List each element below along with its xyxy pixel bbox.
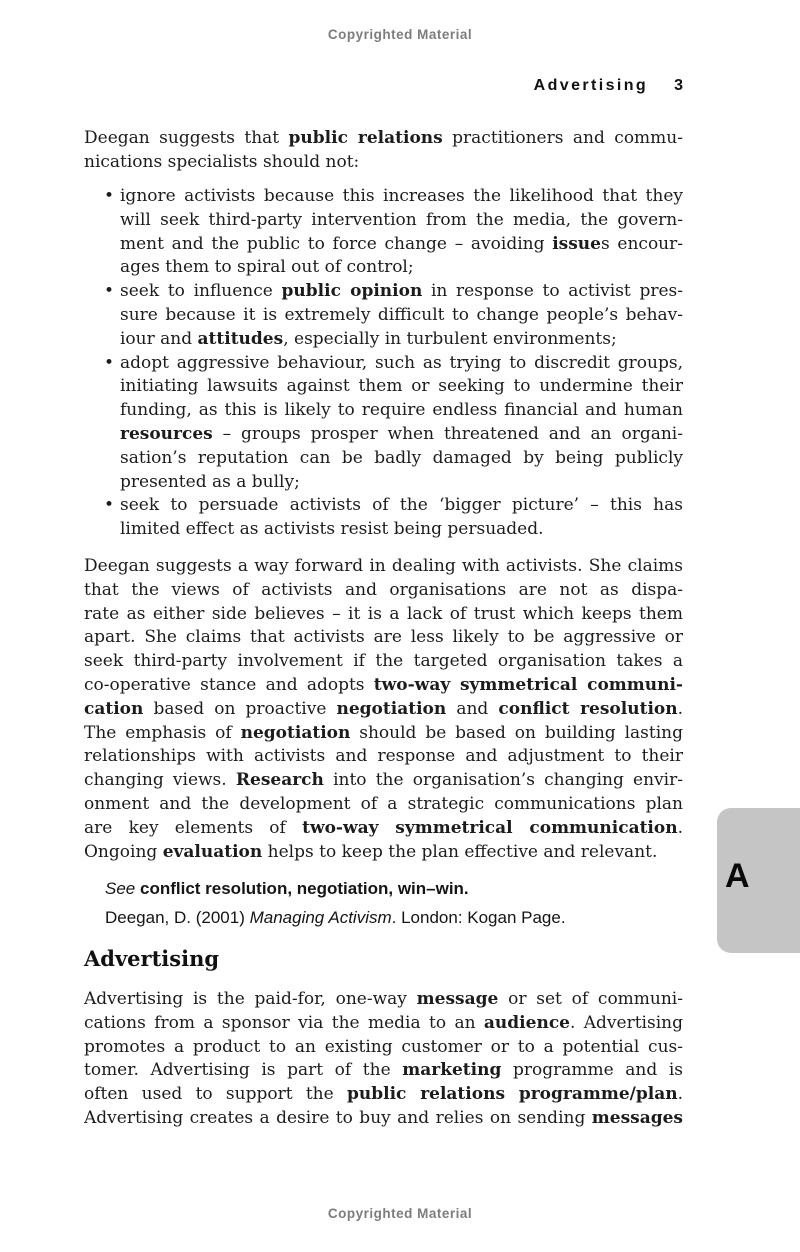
body-paragraph: Advertising is the paid-for, one-way message or set of communi- cations from a sponsor via the media to an audience. Advertising promotes a product to an existing customer or to a potential cus- tomer. Advertising is part of the marketing programme and is often used to support the public relations programme/plan. Advertising creates a desire to buy and relies on sending messages	[84, 989, 683, 1128]
list-item	[84, 280, 683, 351]
bibliographic-reference: Deegan, D. (2001) Managing Activism. London: Kogan Page.	[105, 908, 566, 927]
bullet-icon: •	[104, 281, 115, 302]
bullet-text: ignore activists because this increases the likelihood that they will seek third-party intervention from the media, the govern- ment and the public to force change – avoiding issues encour- ages them to spiral out of control;	[120, 186, 683, 278]
body-paragraph: Deegan suggests a way forward in dealing with activists. She claims that the views of activists and organisations are not as dispa- rate as either side believes – it is a lack of trust which keeps them apart. She claims that activists are less likely to be aggressive or seek third-party involvement if the targeted organisation takes a co-operative stance and adopts two-way symmetrical communi- cation based on proactive negotiation and conflict resolution. The emphasis of negotiation should be based on building lasting relationships with activists and response and adjustment to their changing views. Research into the organisation’s changing envir- onment and the development of a strategic communications plan are key elements of two-way symmetrical communication. Ongoing evaluation helps to keep the plan effective and relevant.	[84, 556, 683, 862]
page-number: 3	[674, 77, 683, 94]
bullet-icon: •	[104, 495, 115, 516]
bullet-text: adopt aggressive behaviour, such as trying to discredit groups, initiating lawsuits against them or seeking to undermine their funding, as this is likely to require endless financial and human resources – groups prosper when threatened and an organi- sation’s reputation can be badly damaged by being publicly presented as a bully;	[120, 352, 683, 492]
bullet-text: seek to influence public opinion in response to activist pres- sure because it is extremely difficult to change people’s behav- iour and attitudes, especially in turbulent environments;	[120, 281, 683, 349]
list-item	[84, 494, 683, 542]
bullet-list	[84, 185, 683, 542]
list-item	[84, 185, 683, 280]
running-header-section: Advertising	[533, 77, 649, 94]
alphabet-thumb-tab	[717, 808, 800, 953]
see-cross-reference: See conflict resolution, negotiation, win–win.	[105, 879, 469, 898]
thumb-tab-letter: A	[725, 857, 750, 895]
bullet-icon: •	[104, 352, 115, 373]
list-item	[84, 352, 683, 495]
running-header	[84, 77, 683, 95]
entry-heading: Advertising	[84, 946, 220, 971]
intro-paragraph: Deegan suggests that public relations practitioners and commu- nications specialists should not:	[84, 128, 683, 172]
copyright-notice-bottom: Copyrighted Material	[327, 1206, 473, 1221]
bullet-icon: •	[104, 186, 115, 206]
copyright-notice-top: Copyrighted Material	[327, 27, 473, 42]
bullet-text: seek to persuade activists of the ‘bigger picture’ – this has limited effect as activists resist being persuaded.	[120, 495, 683, 540]
